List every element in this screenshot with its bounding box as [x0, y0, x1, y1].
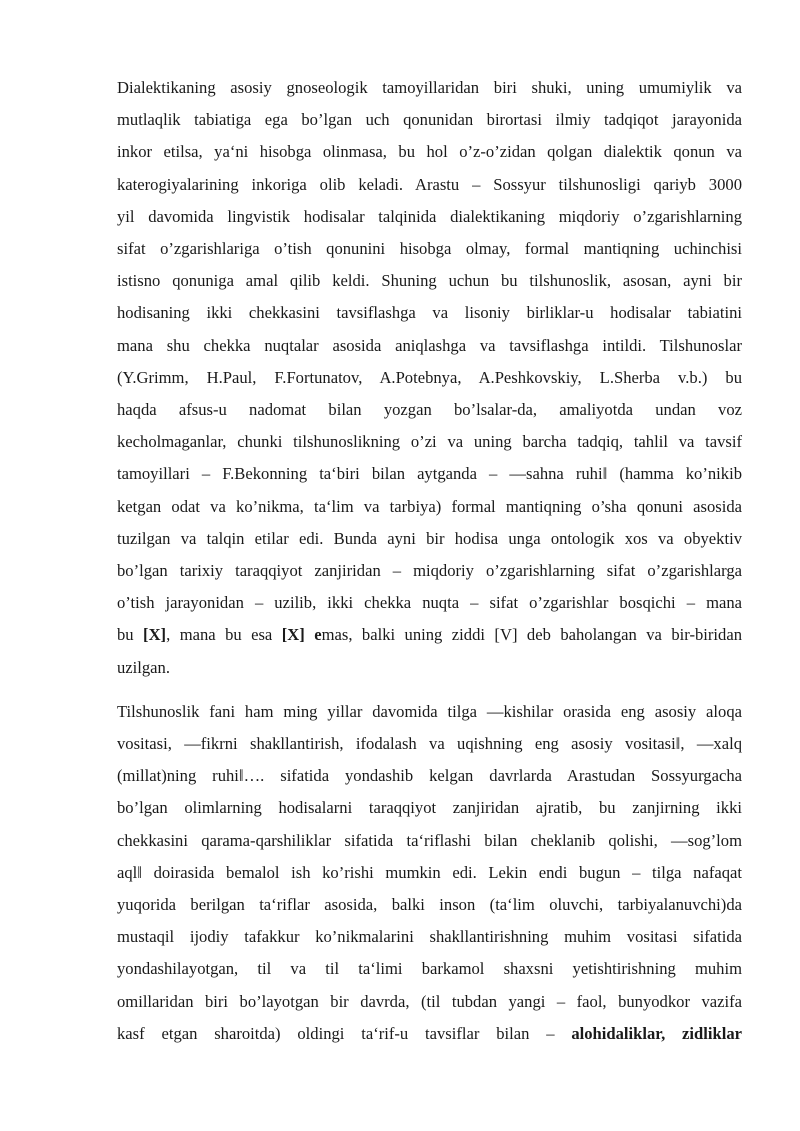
text-line: tamoyillari – F.Bekonning ta‘biri bilan aytganda – ―sahna ruhi‖ (hamma ko’nikib [117, 464, 742, 484]
text-line: (Y.Grimm, H.Paul, F.Fortunatov, A.Potebnya, A.Peshkovskiy, L.Sherba v.b.) bu [117, 367, 742, 387]
text-line-mixed [117, 619, 742, 651]
text-line: istisno qonuniga amal qilib keldi. Shuning uchun bu tilshunoslik, asosan, ayni bir [117, 271, 742, 291]
text-run: kasf etgan sharoitda) oldingi ta‘rif-u tavsiflar bilan – [117, 1023, 572, 1043]
text-line: Tilshunoslik fani ham ming yillar davomida tilga ―kishilar orasida eng asosiy aloqa [117, 701, 742, 721]
paragraph-gap [117, 684, 742, 696]
bold-run: alohidaliklar, zidliklar [571, 1023, 742, 1043]
text-line: katerogiyalarining inkoriga olib keladi. Arastu – Sossyur tilshunosligi qariyb 3000 [117, 174, 742, 194]
text-run: bu [117, 625, 144, 645]
text-line: inkor etilsa, ya‘ni hisobga olinmasa, bu hol o’z-o’zidan qolgan dialektik qonun va [117, 142, 742, 162]
text-line: vositasi, ―fikrni shakllantirish, ifodalash va uqishning eng asosiy vositasi‖, ―xalq [117, 734, 742, 754]
text-line: kecholmaganlar, chunki tilshunoslikning o’zi va uning barcha tadqiq, tahlil va tavsif [117, 432, 742, 452]
text-line: omillaridan biri bo’layotgan bir davrda, (til tubdan yangi – faol, bunyodkor vazifa [117, 991, 742, 1011]
text-line: uzilgan. [117, 657, 170, 677]
text-line: bo’lgan olimlarning hodisalarni taraqqiyot zanjiridan ajratib, bu zanjirning ikki [117, 798, 742, 818]
text-line: bo’lgan tarixiy taraqqiyot zanjiridan – miqdoriy o’zgarishlarning sifat o’zgarishlarga [117, 561, 742, 581]
text-line: mutlaqlik tabiatiga ega bo’lgan uch qonunidan birortasi ilmiy tadqiqot jarayonida [117, 110, 742, 130]
text-line: Dialektikaning asosiy gnoseologik tamoyillaridan biri shuki, uning umumiylik va [117, 78, 742, 97]
text-line-mixed [117, 1018, 742, 1050]
text-line: mana shu chekka nuqtalar asosida aniqlashga va tavsiflashga intildi. Tilshunoslar [117, 335, 742, 355]
text-run: , mana bu esa [166, 625, 282, 645]
bold-run: [X] [143, 625, 167, 645]
text-run: mas, balki uning ziddi [V] deb baholangan va bir-biridan [321, 625, 742, 645]
text-line: haqda afsus-u nadomat bilan yozgan bo’lsalar-da, amaliyotda undan voz [117, 400, 742, 420]
text-line: hodisaning ikki chekkasini tavsiflashga va lisoniy birliklar-u hodisalar tabiatini [117, 303, 742, 323]
paragraph-2 [117, 696, 742, 1050]
text-line: tuzilgan va talqin etilar edi. Bunda ayni bir hodisa unga ontologik xos va obyektiv [117, 528, 742, 548]
bold-run: [X] e [281, 625, 322, 645]
text-line: chekkasini qarama-qarshiliklar sifatida ta‘riflashi bilan cheklanib qolishi, ―sog’lom [117, 830, 742, 850]
text-line: sifat o’zgarishlariga o’tish qonunini hisobga olmay, formal mantiqning uchinchisi [117, 239, 742, 259]
paragraph-1 [117, 72, 742, 684]
text-line: ketgan odat va ko’nikma, ta‘lim va tarbiya) formal mantiqning o’sha qonuni asosida [117, 496, 742, 516]
text-line: aql‖ doirasida bemalol ish ko’rishi mumkin edi. Lekin endi bugun – tilga nafaqat [117, 862, 742, 882]
text-line: yuqorida berilgan ta‘riflar asosida, balki inson (ta‘lim oluvchi, tarbiyalanuvchi)da [117, 895, 742, 915]
text-line: (millat)ning ruhi‖…. sifatida yondashib kelgan davrlarda Arastudan Sossyurgacha [117, 766, 742, 786]
text-line: mustaqil ijodiy tafakkur ko’nikmalarini shakllantirishning muhim vositasi sifatida [117, 927, 742, 947]
text-line: yil davomida lingvistik hodisalar talqinida dialektikaning miqdoriy o’zgarishlarning [117, 206, 742, 226]
text-line: yondashilayotgan, til va til ta‘limi barkamol shaxsni yetishtirishning muhim [117, 959, 742, 979]
document-page [117, 72, 742, 1050]
text-line: o’tish jarayonidan – uzilib, ikki chekka nuqta – sifat o’zgarishlar bosqichi – mana [117, 593, 742, 613]
